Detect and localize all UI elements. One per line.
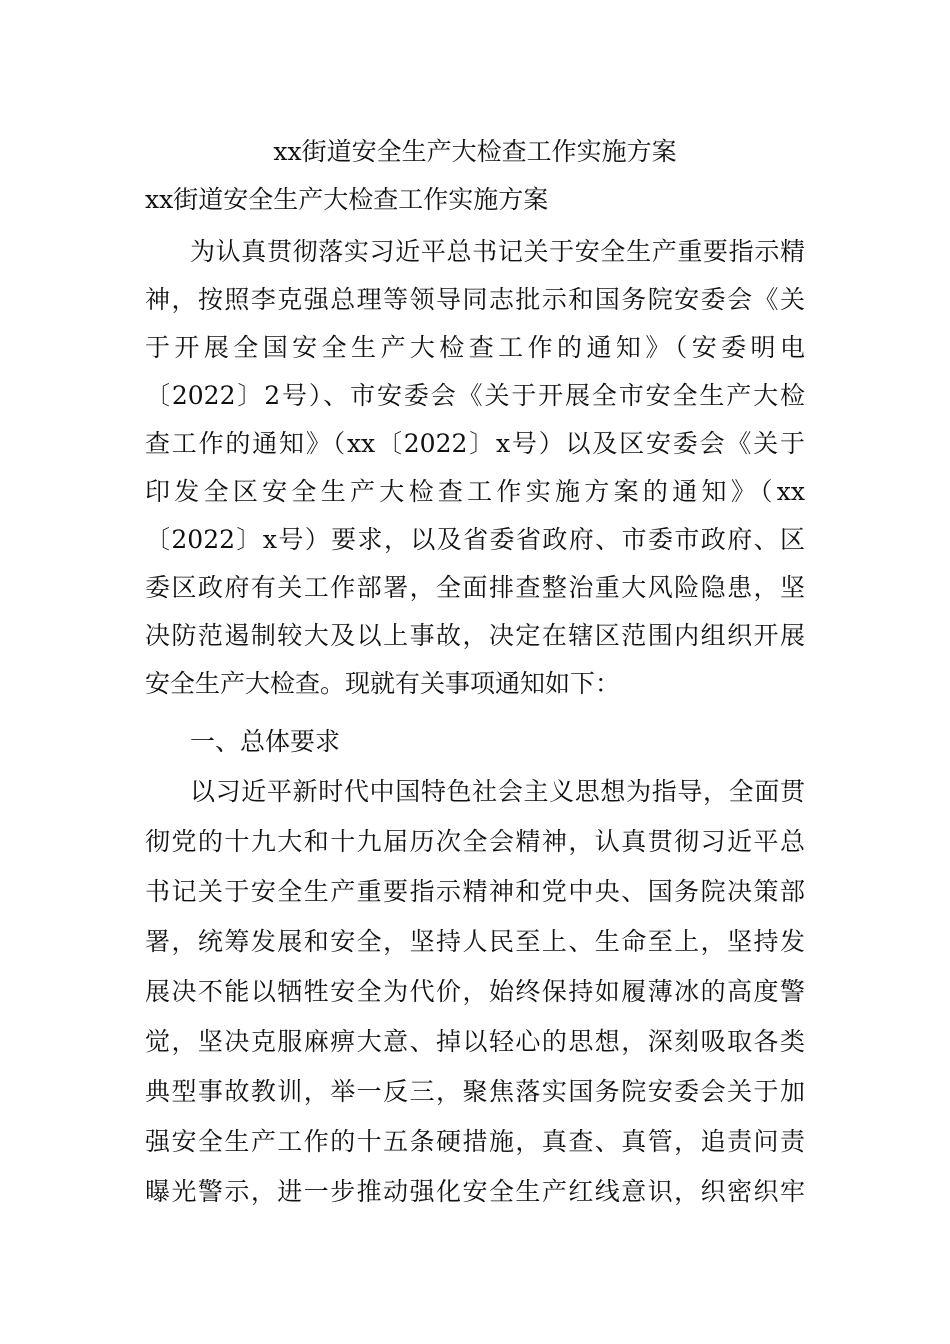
paragraph-line: 决防范遏制较大及以上事故，决定在辖区范围内组织开展 bbox=[145, 621, 805, 650]
paragraph-line: 以习近平新时代中国特色社会主义思想为指导，全面贯 bbox=[190, 777, 805, 806]
paragraph-line: 安全生产大检查。现就有关事项通知如下： bbox=[145, 669, 621, 698]
paragraph-line: 于开展全国安全生产大检查工作的通知》（安委明电 bbox=[145, 333, 805, 362]
paragraph-line: 神，按照李克强总理等领导同志批示和国务院安委会《关 bbox=[145, 285, 805, 314]
paragraph-line: 为认真贯彻落实习近平总书记关于安全生产重要指示精 bbox=[190, 237, 805, 266]
paragraph-line: 印发全区安全生产大检查工作实施方案的通知》（xx bbox=[145, 477, 805, 506]
paragraph-line: 彻党的十九大和十九届历次全会精神，认真贯彻习近平总 bbox=[145, 827, 805, 856]
document-title: xx街道安全生产大检查工作实施方案 bbox=[273, 137, 677, 166]
paragraph-line: 觉，坚决克服麻痹大意、掉以轻心的思想，深刻吸取各类 bbox=[145, 1027, 805, 1056]
paragraph-line: 署，统筹发展和安全，坚持人民至上、生命至上，坚持发 bbox=[145, 927, 805, 956]
paragraph-line: 〔2022〕x号）要求，以及省委省政府、市委市政府、区 bbox=[145, 525, 805, 554]
paragraph-line: 查工作的通知》（xx〔2022〕x号）以及区安委会《关于 bbox=[145, 429, 805, 458]
paragraph-line: 展决不能以牺牲安全为代价，始终保持如履薄冰的高度警 bbox=[145, 977, 805, 1006]
paragraph-line: 典型事故教训，举一反三，聚焦落实国务院安委会关于加 bbox=[145, 1077, 805, 1106]
paragraph-line: 〔2022〕2号）、市安委会《关于开展全市安全生产大检 bbox=[145, 381, 805, 410]
document-subtitle: xx街道安全生产大检查工作实施方案 bbox=[145, 185, 549, 214]
paragraph-line: 委区政府有关工作部署，全面排查整治重大风险隐患，坚 bbox=[145, 573, 805, 602]
paragraph-line: 曝光警示，进一步推动强化安全生产红线意识，织密织牢 bbox=[145, 1177, 805, 1206]
paragraph-line: 强安全生产工作的十五条硬措施，真查、真管，追责问责 bbox=[145, 1127, 805, 1156]
section-heading: 一、总体要求 bbox=[190, 727, 341, 756]
paragraph-line: 书记关于安全生产重要指示精神和党中央、国务院决策部 bbox=[145, 877, 805, 906]
